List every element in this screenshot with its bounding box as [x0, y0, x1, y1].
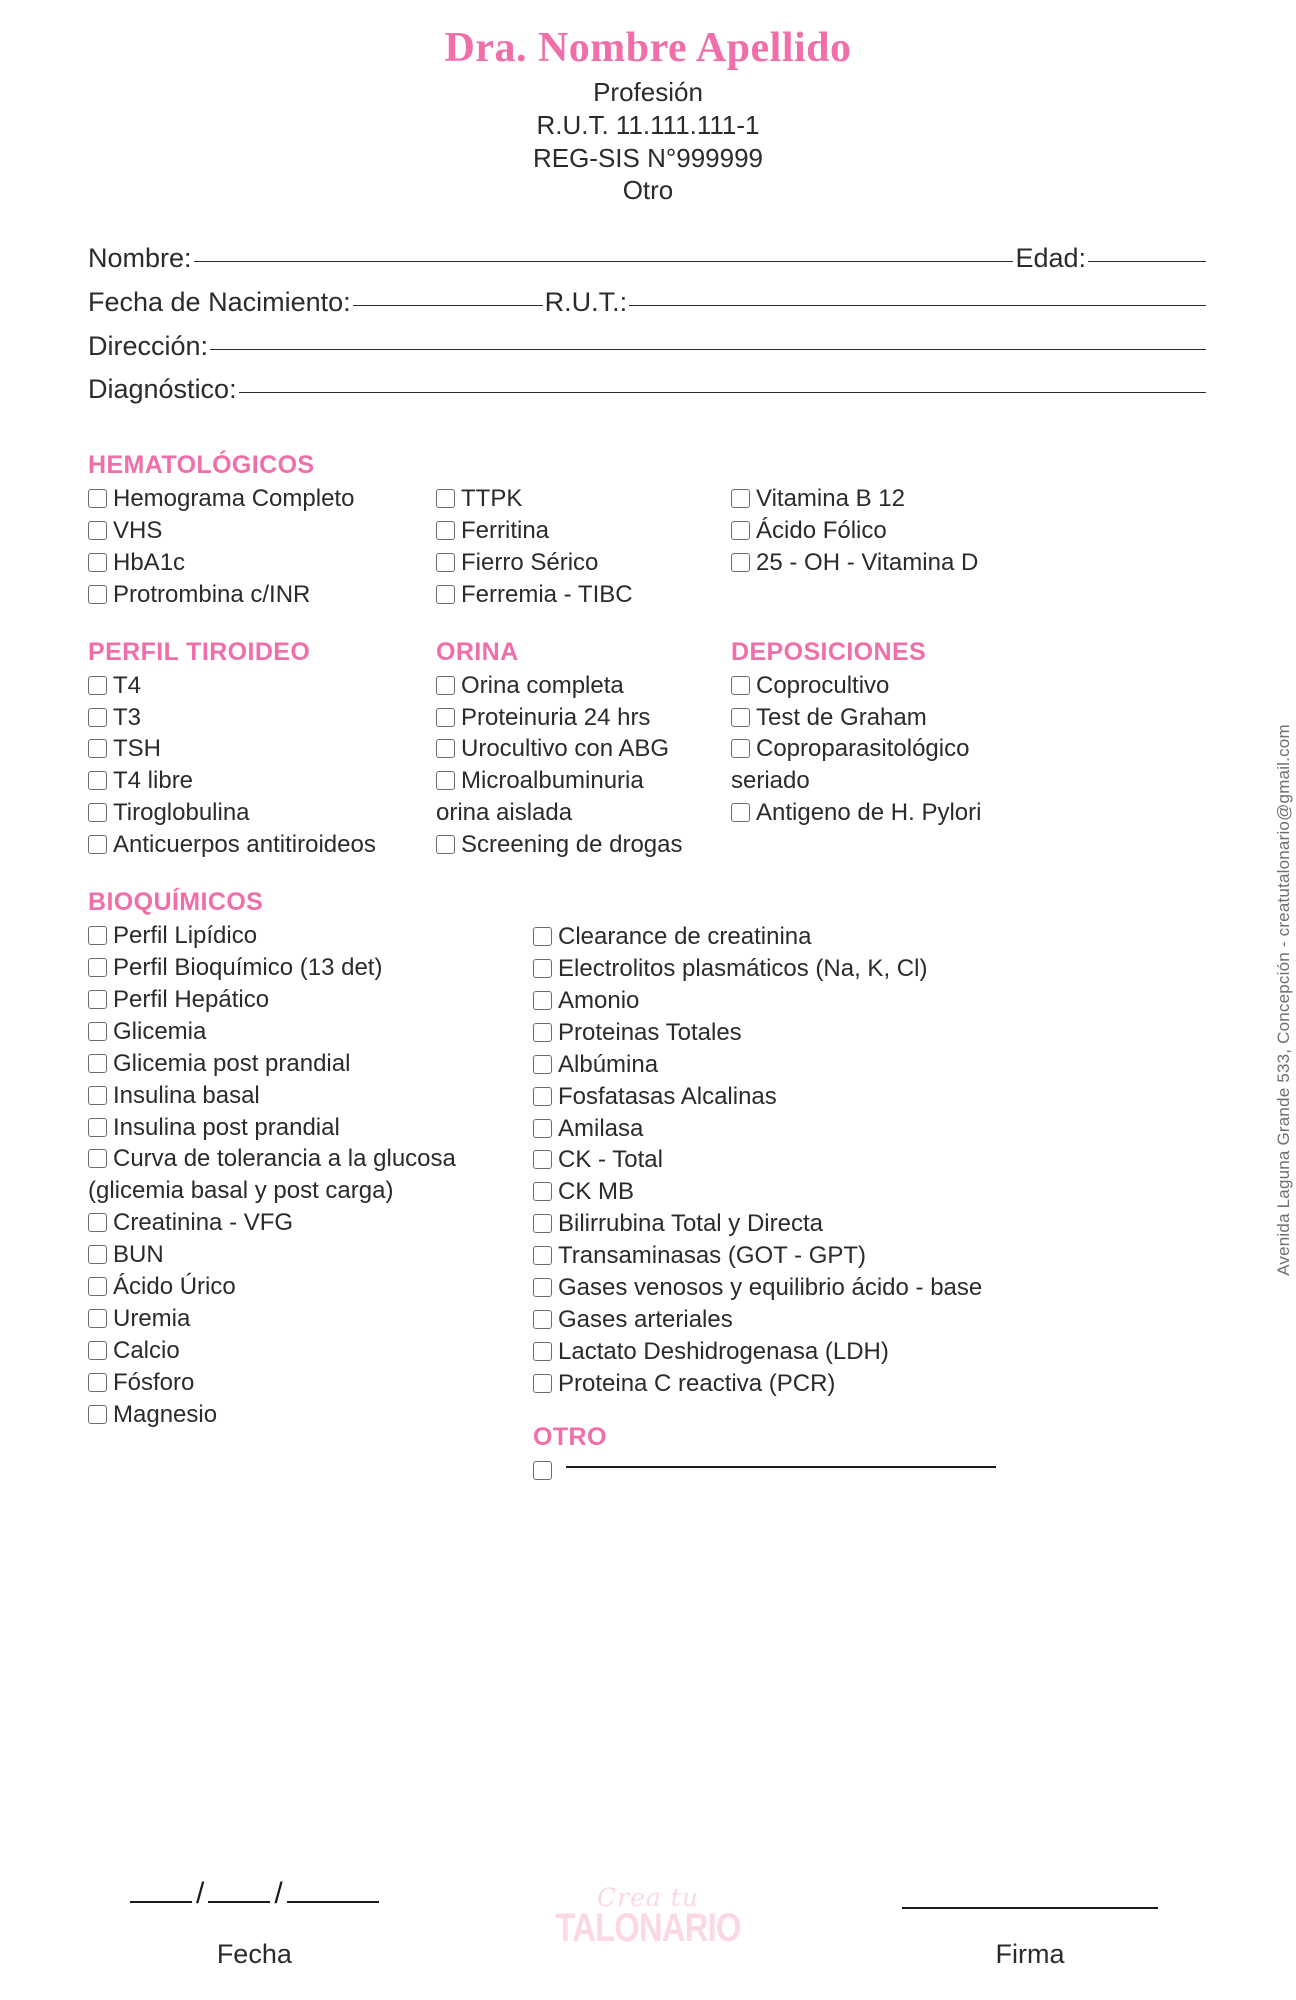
checkbox-label: Perfil Hepático [113, 985, 270, 1013]
watermark-main-text: TALONARIO [555, 1906, 741, 1950]
checkbox-row[interactable] [731, 702, 1208, 734]
checkbox-icon[interactable] [88, 1086, 107, 1105]
checkbox-row[interactable] [88, 1335, 533, 1367]
firma-label: Firma [995, 1939, 1065, 1969]
checkbox-label: Antigeno de H. Pylori [756, 799, 982, 827]
checkbox-icon[interactable] [88, 1213, 107, 1232]
signature-input-line[interactable] [902, 1907, 1158, 1909]
checkbox-icon[interactable] [533, 1214, 552, 1233]
bioquimicos-column-2 [533, 887, 1208, 1480]
checkbox-label: Clearance de creatinina [558, 923, 812, 951]
checkbox-label: Glicemia post prandial [113, 1049, 351, 1077]
checkbox-label: Insulina basal [113, 1081, 260, 1109]
checkbox-label: Transaminasas (GOT - GPT) [558, 1242, 867, 1270]
checkbox-icon[interactable] [731, 676, 750, 695]
checkbox-icon[interactable] [533, 927, 552, 946]
checkbox-row[interactable] [436, 702, 731, 734]
checkbox-label: Lactato Deshidrogenasa (LDH) [558, 1337, 889, 1365]
exam-sheet [88, 450, 1208, 1480]
checkbox-icon[interactable] [436, 771, 455, 790]
checkbox-label: Coproparasitológico [756, 735, 970, 763]
checkbox-icon[interactable] [88, 553, 107, 572]
checkbox-row[interactable] [436, 733, 731, 765]
fecha-label: Fecha [216, 1939, 292, 1969]
checkbox-icon[interactable] [88, 771, 107, 790]
checkbox-label: Amonio [558, 986, 640, 1014]
checkbox-row[interactable] [88, 670, 436, 702]
checkbox-label: Urocultivo con ABG [461, 735, 670, 763]
footer [88, 1879, 1208, 1970]
checkbox-row[interactable] [88, 1367, 533, 1399]
checkbox-label: Fierro Sérico [461, 548, 599, 576]
diagnostico-input-line[interactable] [239, 392, 1206, 393]
checkbox-row[interactable] [533, 1304, 1208, 1336]
nombre-input-line[interactable] [194, 261, 1014, 262]
checkbox-label: Screening de drogas [461, 831, 683, 859]
checkbox-label: Curva de tolerancia a la glucosa [113, 1145, 456, 1173]
checkbox-label: Ferremia - TIBC [461, 580, 633, 608]
bioquimicos-label-continuation: (glicemia basal y post carga) [88, 1177, 394, 1205]
checkbox-label: Electrolitos plasmáticos (Na, K, Cl) [558, 955, 928, 982]
checkbox-label: Microalbuminuria [461, 767, 644, 795]
field-row-nacimiento-rut [88, 281, 1208, 325]
checkbox-icon[interactable] [88, 739, 107, 758]
checkbox-row[interactable] [533, 1368, 1208, 1400]
checkbox-row[interactable] [533, 1017, 1208, 1049]
checkbox-icon[interactable] [88, 521, 107, 540]
checkbox-label: Orina completa [461, 671, 624, 699]
checkbox-label: Uremia [113, 1304, 191, 1332]
date-input-line[interactable] [128, 1879, 381, 1909]
checkbox-row[interactable] [88, 515, 436, 547]
patient-fields [88, 237, 1208, 412]
checkbox-label: Anticuerpos antitiroideos [113, 831, 376, 859]
checkbox-label: Ácido Fólico [756, 516, 887, 544]
checkbox-label: VHS [113, 516, 163, 544]
section-bioquimicos [88, 887, 1208, 1480]
checkbox-row[interactable] [533, 1176, 1208, 1208]
checkbox-label: Bilirrubina Total y Directa [558, 1210, 823, 1238]
checkbox-row[interactable] [88, 1080, 533, 1112]
checkbox-label: T3 [113, 703, 142, 731]
checkbox-row[interactable] [533, 1240, 1208, 1272]
date-slash-1: / [196, 1877, 205, 1910]
checkbox-label: Tiroglobulina [113, 799, 250, 827]
section-hematologicos [88, 450, 1208, 611]
checkbox-label: Proteina C reactiva (PCR) [558, 1369, 836, 1397]
checkbox-icon[interactable] [533, 1246, 552, 1265]
header-rut: R.U.T. 11.111.111-1 [536, 109, 760, 140]
checkbox-row[interactable] [436, 765, 731, 797]
checkbox-label: Calcio [113, 1336, 180, 1364]
checkbox-label: Perfil Lipídico [113, 922, 258, 950]
checkbox-label: Fosfatasas Alcalinas [558, 1082, 777, 1110]
rut-input-line[interactable] [629, 305, 1206, 306]
checkbox-row[interactable] [533, 985, 1208, 1017]
header-regsis: REG-SIS N°999999 [532, 142, 764, 173]
checkbox-row[interactable] [731, 670, 1208, 702]
checkbox-row[interactable] [731, 547, 1208, 579]
bioquimicos-column-1 [88, 887, 533, 1431]
checkbox-row[interactable] [533, 1081, 1208, 1113]
checkbox-icon[interactable] [88, 676, 107, 695]
checkbox-icon[interactable] [533, 1278, 552, 1297]
checkbox-icon[interactable] [731, 521, 750, 540]
checkbox-icon[interactable] [88, 1277, 107, 1296]
checkbox-row[interactable] [436, 829, 731, 861]
checkbox-row[interactable] [88, 1239, 533, 1271]
checkbox-label: Vitamina B 12 [756, 485, 905, 513]
checkbox-icon[interactable] [731, 803, 750, 822]
hematologicos-column-3 [731, 483, 1208, 579]
edad-input-line[interactable] [1088, 261, 1206, 262]
checkbox-row[interactable] [88, 1207, 533, 1239]
checkbox-icon[interactable] [88, 926, 107, 945]
checkbox-row[interactable] [88, 1303, 533, 1335]
checkbox-label: CK - Total [558, 1146, 663, 1174]
checkbox-label: Ácido Úrico [113, 1273, 236, 1301]
checkbox-label: Fósforo [113, 1368, 195, 1396]
checkbox-icon[interactable] [731, 553, 750, 572]
checkbox-label: Hemograma Completo [113, 485, 355, 513]
checkbox-row[interactable] [533, 1208, 1208, 1240]
checkbox-row[interactable] [436, 579, 731, 611]
checkbox-row[interactable] [533, 1336, 1208, 1368]
checkbox-row[interactable] [533, 921, 1208, 953]
checkbox-icon[interactable] [436, 585, 455, 604]
checkbox-icon[interactable] [88, 1149, 107, 1168]
direccion-input-line[interactable] [210, 349, 1206, 350]
checkbox-icon[interactable] [88, 1245, 107, 1264]
doctor-name: Dra. Nombre Apellido [444, 25, 852, 71]
checkbox-icon[interactable] [88, 958, 107, 977]
checkbox-icon[interactable] [436, 521, 455, 540]
section-title-orina: ORINA [436, 637, 519, 666]
checkbox-icon[interactable] [533, 1150, 552, 1169]
checkbox-icon[interactable] [436, 553, 455, 572]
checkbox-icon[interactable] [436, 489, 455, 508]
checkbox-row[interactable] [88, 733, 436, 765]
checkbox-label: TTPK [461, 485, 523, 513]
checkbox-icon[interactable] [436, 676, 455, 695]
checkbox-row[interactable] [88, 1016, 533, 1048]
checkbox-icon[interactable] [533, 1461, 552, 1480]
rut-label: R.U.T.: [544, 286, 628, 317]
section-title-otro: OTRO [533, 1422, 607, 1451]
checkbox-row[interactable] [88, 1271, 533, 1303]
section-tiroideo-orina-deposiciones [88, 637, 1208, 861]
checkbox-row[interactable] [731, 797, 1208, 829]
checkbox-row[interactable] [88, 579, 436, 611]
checkbox-icon[interactable] [88, 1341, 107, 1360]
field-row-diagnostico [88, 368, 1208, 412]
checkbox-row[interactable] [88, 1399, 533, 1431]
section-title-hematologicos: HEMATOLÓGICOS [88, 451, 315, 480]
checkbox-row[interactable] [731, 515, 1208, 547]
hematologicos-column-2 [436, 483, 731, 611]
section-title-perfil-tiroideo: PERFIL TIROIDEO [88, 637, 311, 666]
checkbox-label: Albúmina [558, 1050, 659, 1078]
date-day-line[interactable] [130, 1901, 192, 1903]
field-row-nombre-edad [88, 237, 1208, 281]
checkbox-label: Ferritina [461, 516, 550, 544]
fecha-nacimiento-input-line[interactable] [353, 305, 543, 306]
section-orina [436, 637, 731, 861]
checkbox-row[interactable] [533, 1144, 1208, 1176]
section-title-deposiciones: DEPOSICIONES [731, 637, 927, 666]
checkbox-icon[interactable] [533, 1119, 552, 1138]
checkbox-icon[interactable] [533, 1055, 552, 1074]
checkbox-label: HbA1c [113, 548, 186, 576]
letterhead [0, 0, 1296, 207]
date-month-line[interactable] [208, 1901, 270, 1903]
checkbox-label: Glicemia [113, 1017, 207, 1045]
deposiciones-label-continuation: seriado [731, 767, 810, 795]
checkbox-row[interactable] [88, 797, 436, 829]
checkbox-row[interactable] [88, 952, 533, 984]
checkbox-icon[interactable] [88, 708, 107, 727]
section-perfil-tiroideo [88, 637, 436, 861]
date-slash-2: / [274, 1877, 283, 1910]
checkbox-row[interactable] [533, 953, 1208, 985]
checkbox-icon[interactable] [436, 739, 455, 758]
checkbox-row[interactable] [88, 1112, 533, 1144]
checkbox-icon[interactable] [88, 1309, 107, 1328]
hematologicos-column-1 [88, 483, 436, 611]
checkbox-row[interactable] [436, 670, 731, 702]
checkbox-icon[interactable] [88, 585, 107, 604]
date-year-line[interactable] [287, 1901, 379, 1903]
checkbox-label: Perfil Bioquímico (13 det) [113, 954, 383, 981]
watermark-script-text: Crea tu [597, 1883, 699, 1912]
checkbox-label: Insulina post prandial [113, 1113, 340, 1141]
nombre-label: Nombre: [88, 243, 192, 274]
checkbox-icon[interactable] [533, 1023, 552, 1042]
checkbox-icon[interactable] [731, 739, 750, 758]
checkbox-label: 25 - OH - Vitamina D [756, 548, 979, 576]
checkbox-label: Amilasa [558, 1114, 644, 1142]
checkbox-label: Gases arteriales [558, 1305, 733, 1333]
checkbox-label: Protrombina c/INR [113, 580, 311, 608]
section-title-bioquimicos: BIOQUÍMICOS [88, 888, 264, 917]
checkbox-icon[interactable] [88, 835, 107, 854]
checkbox-row[interactable] [88, 1143, 533, 1175]
checkbox-icon[interactable] [731, 489, 750, 508]
checkbox-icon[interactable] [88, 489, 107, 508]
checkbox-icon[interactable] [533, 1310, 552, 1329]
checkbox-row[interactable] [533, 1272, 1208, 1304]
checkbox-icon[interactable] [436, 708, 455, 727]
checkbox-row[interactable] [88, 483, 436, 515]
checkbox-icon[interactable] [88, 1118, 107, 1137]
checkbox-row[interactable] [88, 1048, 533, 1080]
checkbox-icon[interactable] [88, 1405, 107, 1424]
checkbox-icon[interactable] [533, 991, 552, 1010]
checkbox-label: Gases venosos y equilibrio ácido - base [558, 1274, 983, 1302]
checkbox-label: T4 [113, 671, 142, 699]
checkbox-label: CK MB [558, 1178, 635, 1206]
checkbox-icon[interactable] [533, 1182, 552, 1201]
diagnostico-label: Diagnóstico: [88, 374, 237, 405]
checkbox-label: Proteinas Totales [558, 1018, 742, 1046]
header-otro: Otro [622, 175, 674, 206]
checkbox-icon[interactable] [88, 1022, 107, 1041]
vertical-contact-text: Avenida Laguna Grande 533, Concepción - creatutalonario@gmail.com [1274, 724, 1293, 1276]
checkbox-icon[interactable] [88, 990, 107, 1009]
direccion-label: Dirección: [88, 330, 209, 361]
otro-row[interactable] [533, 1455, 1208, 1480]
checkbox-label: Proteinuria 24 hrs [461, 703, 651, 731]
checkbox-icon[interactable] [731, 708, 750, 727]
checkbox-row[interactable] [88, 765, 436, 797]
checkbox-label: TSH [113, 735, 161, 763]
checkbox-icon[interactable] [436, 835, 455, 854]
field-row-direccion [88, 325, 1208, 369]
checkbox-label: Creatinina - VFG [113, 1209, 294, 1237]
checkbox-icon[interactable] [533, 1342, 552, 1361]
orina-label-continuation: orina aislada [436, 799, 573, 827]
checkbox-row[interactable] [436, 483, 731, 515]
checkbox-row[interactable] [88, 829, 436, 861]
checkbox-label: Coprocultivo [756, 671, 890, 699]
otro-input-line[interactable] [566, 1466, 996, 1468]
checkbox-row[interactable] [88, 984, 533, 1016]
checkbox-row[interactable] [88, 702, 436, 734]
footer-date-block [128, 1879, 381, 1970]
checkbox-row[interactable] [533, 1113, 1208, 1145]
checkbox-label: Test de Graham [756, 703, 927, 731]
checkbox-row[interactable] [731, 483, 1208, 515]
footer-signature-block [902, 1907, 1158, 1970]
checkbox-icon[interactable] [88, 803, 107, 822]
checkbox-icon[interactable] [533, 1087, 552, 1106]
checkbox-row[interactable] [436, 547, 731, 579]
checkbox-icon[interactable] [533, 959, 552, 978]
header-profession: Profesión [593, 77, 703, 108]
checkbox-row[interactable] [88, 920, 533, 952]
checkbox-label: Magnesio [113, 1400, 218, 1428]
checkbox-icon[interactable] [533, 1374, 552, 1393]
checkbox-icon[interactable] [88, 1373, 107, 1392]
checkbox-label: BUN [113, 1241, 164, 1269]
section-deposiciones [731, 637, 1208, 830]
checkbox-label: T4 libre [113, 767, 194, 795]
edad-label: Edad: [1015, 243, 1086, 274]
fecha-nacimiento-label: Fecha de Nacimiento: [88, 286, 351, 317]
checkbox-row[interactable] [88, 547, 436, 579]
checkbox-row[interactable] [436, 515, 731, 547]
checkbox-row[interactable] [731, 733, 1208, 765]
checkbox-icon[interactable] [88, 1054, 107, 1073]
checkbox-row[interactable] [533, 1049, 1208, 1081]
